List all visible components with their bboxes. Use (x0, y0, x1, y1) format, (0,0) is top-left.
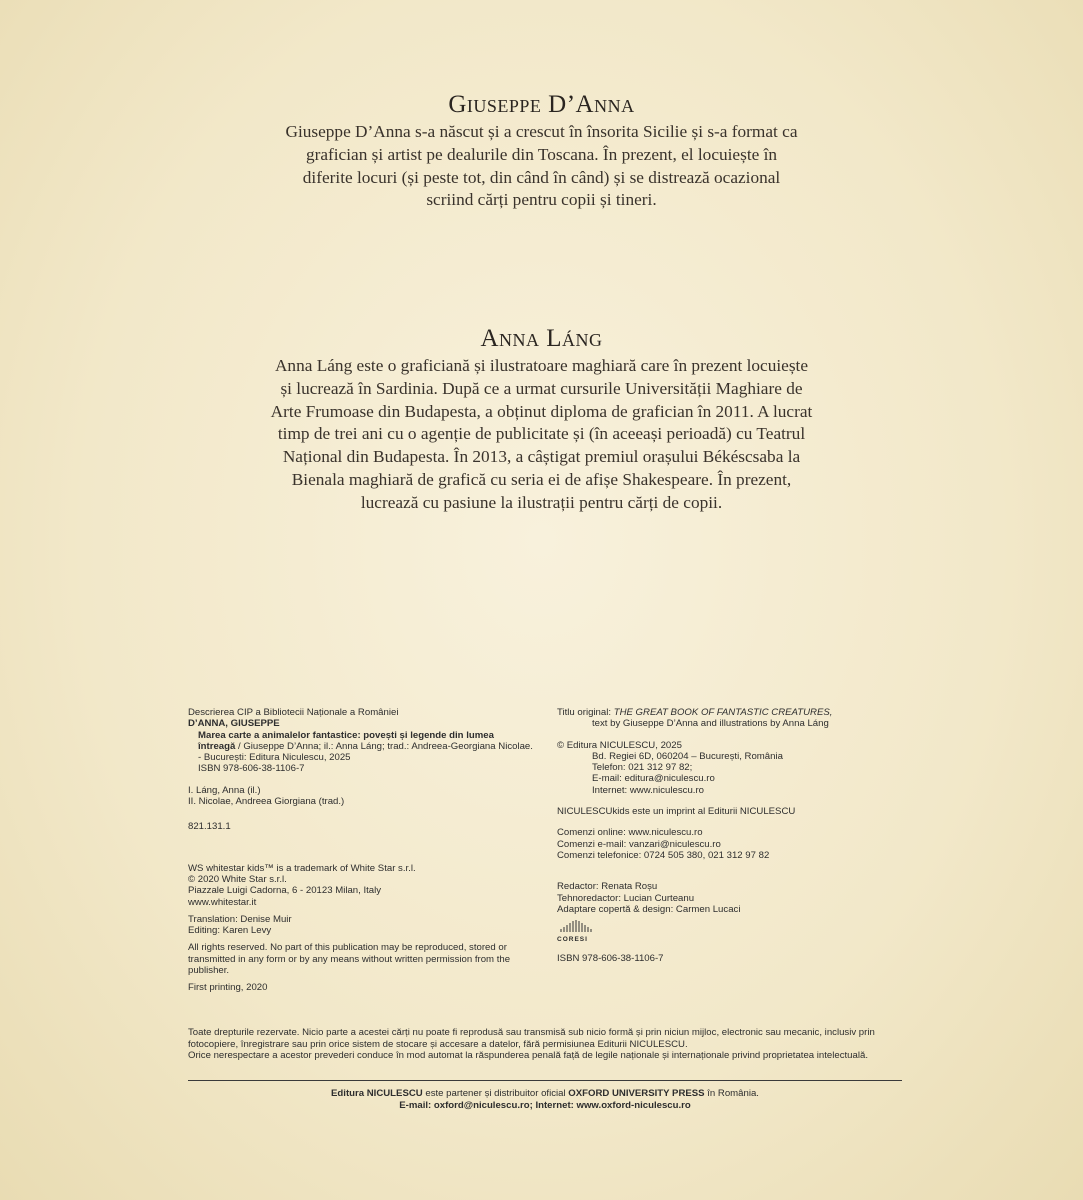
publisher-imprint: NICULESCUkids este un imprint al Editurii NICULESCU (557, 806, 796, 818)
footer-publisher: Editura NICULESCU (331, 1088, 423, 1099)
footer-text: este partener și distribuitor oficial (422, 1088, 569, 1099)
cip-column (188, 707, 533, 994)
author-bio-text: Anna Láng este o graficiană și ilustratoare maghiară care în prezent locuiește și lucrează în Sardinia. După ce a urmat cursurile Universității Maghiare de Arte Frumoase din Budapesta, a obținut diploma de grafician în 2011. A lucrat timp de trei ani cu o agenție de publicitate și (în aceeași perioadă) cu Teatrul Național din Budapesta. În 2013, a câștigat premiul orașului Békéscsaba la Bienala maghiară de grafică cu seria ei de afișe Shakespeare. În prezent, lucrează cu pasiune la ilustrații pentru cărți de copii. (270, 356, 813, 512)
printer-logo-text: CORESI (557, 936, 588, 944)
author-name: Anna Láng (480, 325, 603, 352)
cip-index-2: II. Nicolae, Andreea Giorgiana (trad.) (188, 796, 345, 808)
publisher-copyright: © Editura NICULESCU, 2025 (557, 739, 682, 751)
original-printing: First printing, 2020 (188, 982, 268, 994)
legal-notice-line-2: Orice nerespectare a acestor prevederi conduce în mod automat la răspunderea penală față de legile naționale și internaționale privind proprietatea intelectuală. (188, 1050, 868, 1061)
author-bio-anna (0, 325, 1083, 515)
printer-logo (557, 919, 902, 945)
footer-contact-line: E-mail: oxford@niculescu.ro; Internet: www.oxford-niculescu.ro (399, 1100, 691, 1111)
original-rights: All rights reserved. No part of this publication may be reproduced, stored or transmitted in any form or by any means without written permission from the publisher. (188, 942, 511, 977)
original-title-label: Titlu original: (557, 707, 614, 718)
original-address: Piazzale Luigi Cadorna, 6 - 20123 Milan, Italy (188, 885, 382, 897)
divider (188, 1080, 902, 1081)
order-online: Comenzi online: www.niculescu.ro (557, 827, 703, 839)
original-editing: Editing: Karen Levy (188, 925, 272, 937)
legal-notice (188, 1027, 903, 1062)
original-website: www.whitestar.it (188, 896, 257, 908)
publisher-email: E-mail: editura@niculescu.ro (592, 773, 715, 785)
tech-editor-credit: Tehnoredactor: Lucian Curteanu (557, 892, 695, 904)
original-title-name: THE GREAT BOOK OF FANTASTIC CREATURES, (613, 707, 833, 718)
publisher-isbn: ISBN 978-606-38-1106-7 (557, 953, 664, 965)
publisher-phone: Telefon: 021 312 97 82; (592, 762, 693, 774)
cip-heading: Descrierea CIP a Bibliotecii Naționale a României (188, 707, 399, 718)
publisher-internet: Internet: www.niculescu.ro (592, 784, 704, 796)
footer (188, 1088, 902, 1112)
footer-partner-line (188, 1088, 902, 1100)
original-translation: Translation: Denise Muir (188, 913, 292, 925)
cover-design-credit: Adaptare copertă & design: Carmen Lucaci (557, 903, 741, 915)
publisher-address: Bd. Regiei 6D, 060204 – București, România (592, 750, 783, 762)
author-name: Giuseppe D’Anna (448, 91, 635, 118)
original-copyright: © 2020 White Star s.r.l. (188, 873, 287, 885)
author-bio-giuseppe (0, 91, 1083, 212)
cip-title-rest: / Giuseppe D’Anna; il.: Anna Láng; trad.: Andreea-Georgiana Nicolae. - București: Editura Niculescu, 2025 (198, 740, 533, 764)
cip-index-1: I. Láng, Anna (il.) (188, 784, 261, 796)
cip-author: D’ANNA, GIUSEPPE (188, 718, 280, 730)
legal-notice-line-1: Toate drepturile rezervate. Nicio parte a acestei cărți nu poate fi reprodusă sau transmisă sub nicio formă și prin niciun mijloc, electronic sau mecanic, inclusiv prin fotocopiere, înregistrare sau prin orice sistem de stocare și accesare a datelor, fără permisiunea Editurii NICULESCU. (188, 1027, 875, 1050)
cip-title (188, 730, 533, 764)
footer-oup: OXFORD UNIVERSITY PRESS (568, 1088, 705, 1099)
order-email: Comenzi e-mail: vanzari@niculescu.ro (557, 838, 721, 850)
publisher-column (557, 707, 902, 965)
order-phone: Comenzi telefonice: 0724 505 380, 021 312 97 82 (557, 849, 770, 861)
author-bio-text: Giuseppe D’Anna s-a născut și a crescut în însorita Sicilie și s-a format ca grafician și artist pe dealurile din Toscana. În prezent, el locuiește în diferite locuri (și peste tot, din când în când) și se distrează ocazional scriind cărți pentru copii și tineri. (285, 122, 798, 210)
printer-logo-icon (557, 919, 597, 933)
cip-title-bold: Marea carte a animalelor fantastice: povești și legende din lumea întreagă (198, 729, 494, 752)
cip-isbn: ISBN 978-606-38-1106-7 (198, 763, 305, 775)
cip-cdu: 821.131.1 (188, 821, 231, 833)
editor-credit: Redactor: Renata Roșu (557, 881, 658, 893)
original-title (557, 707, 902, 718)
original-trademark: WS whitestar kids™ is a trademark of White Star s.r.l. (188, 862, 416, 874)
original-title-credit: text by Giuseppe D’Anna and illustrations by Anna Láng (592, 718, 829, 730)
footer-text-end: în România. (704, 1088, 759, 1099)
